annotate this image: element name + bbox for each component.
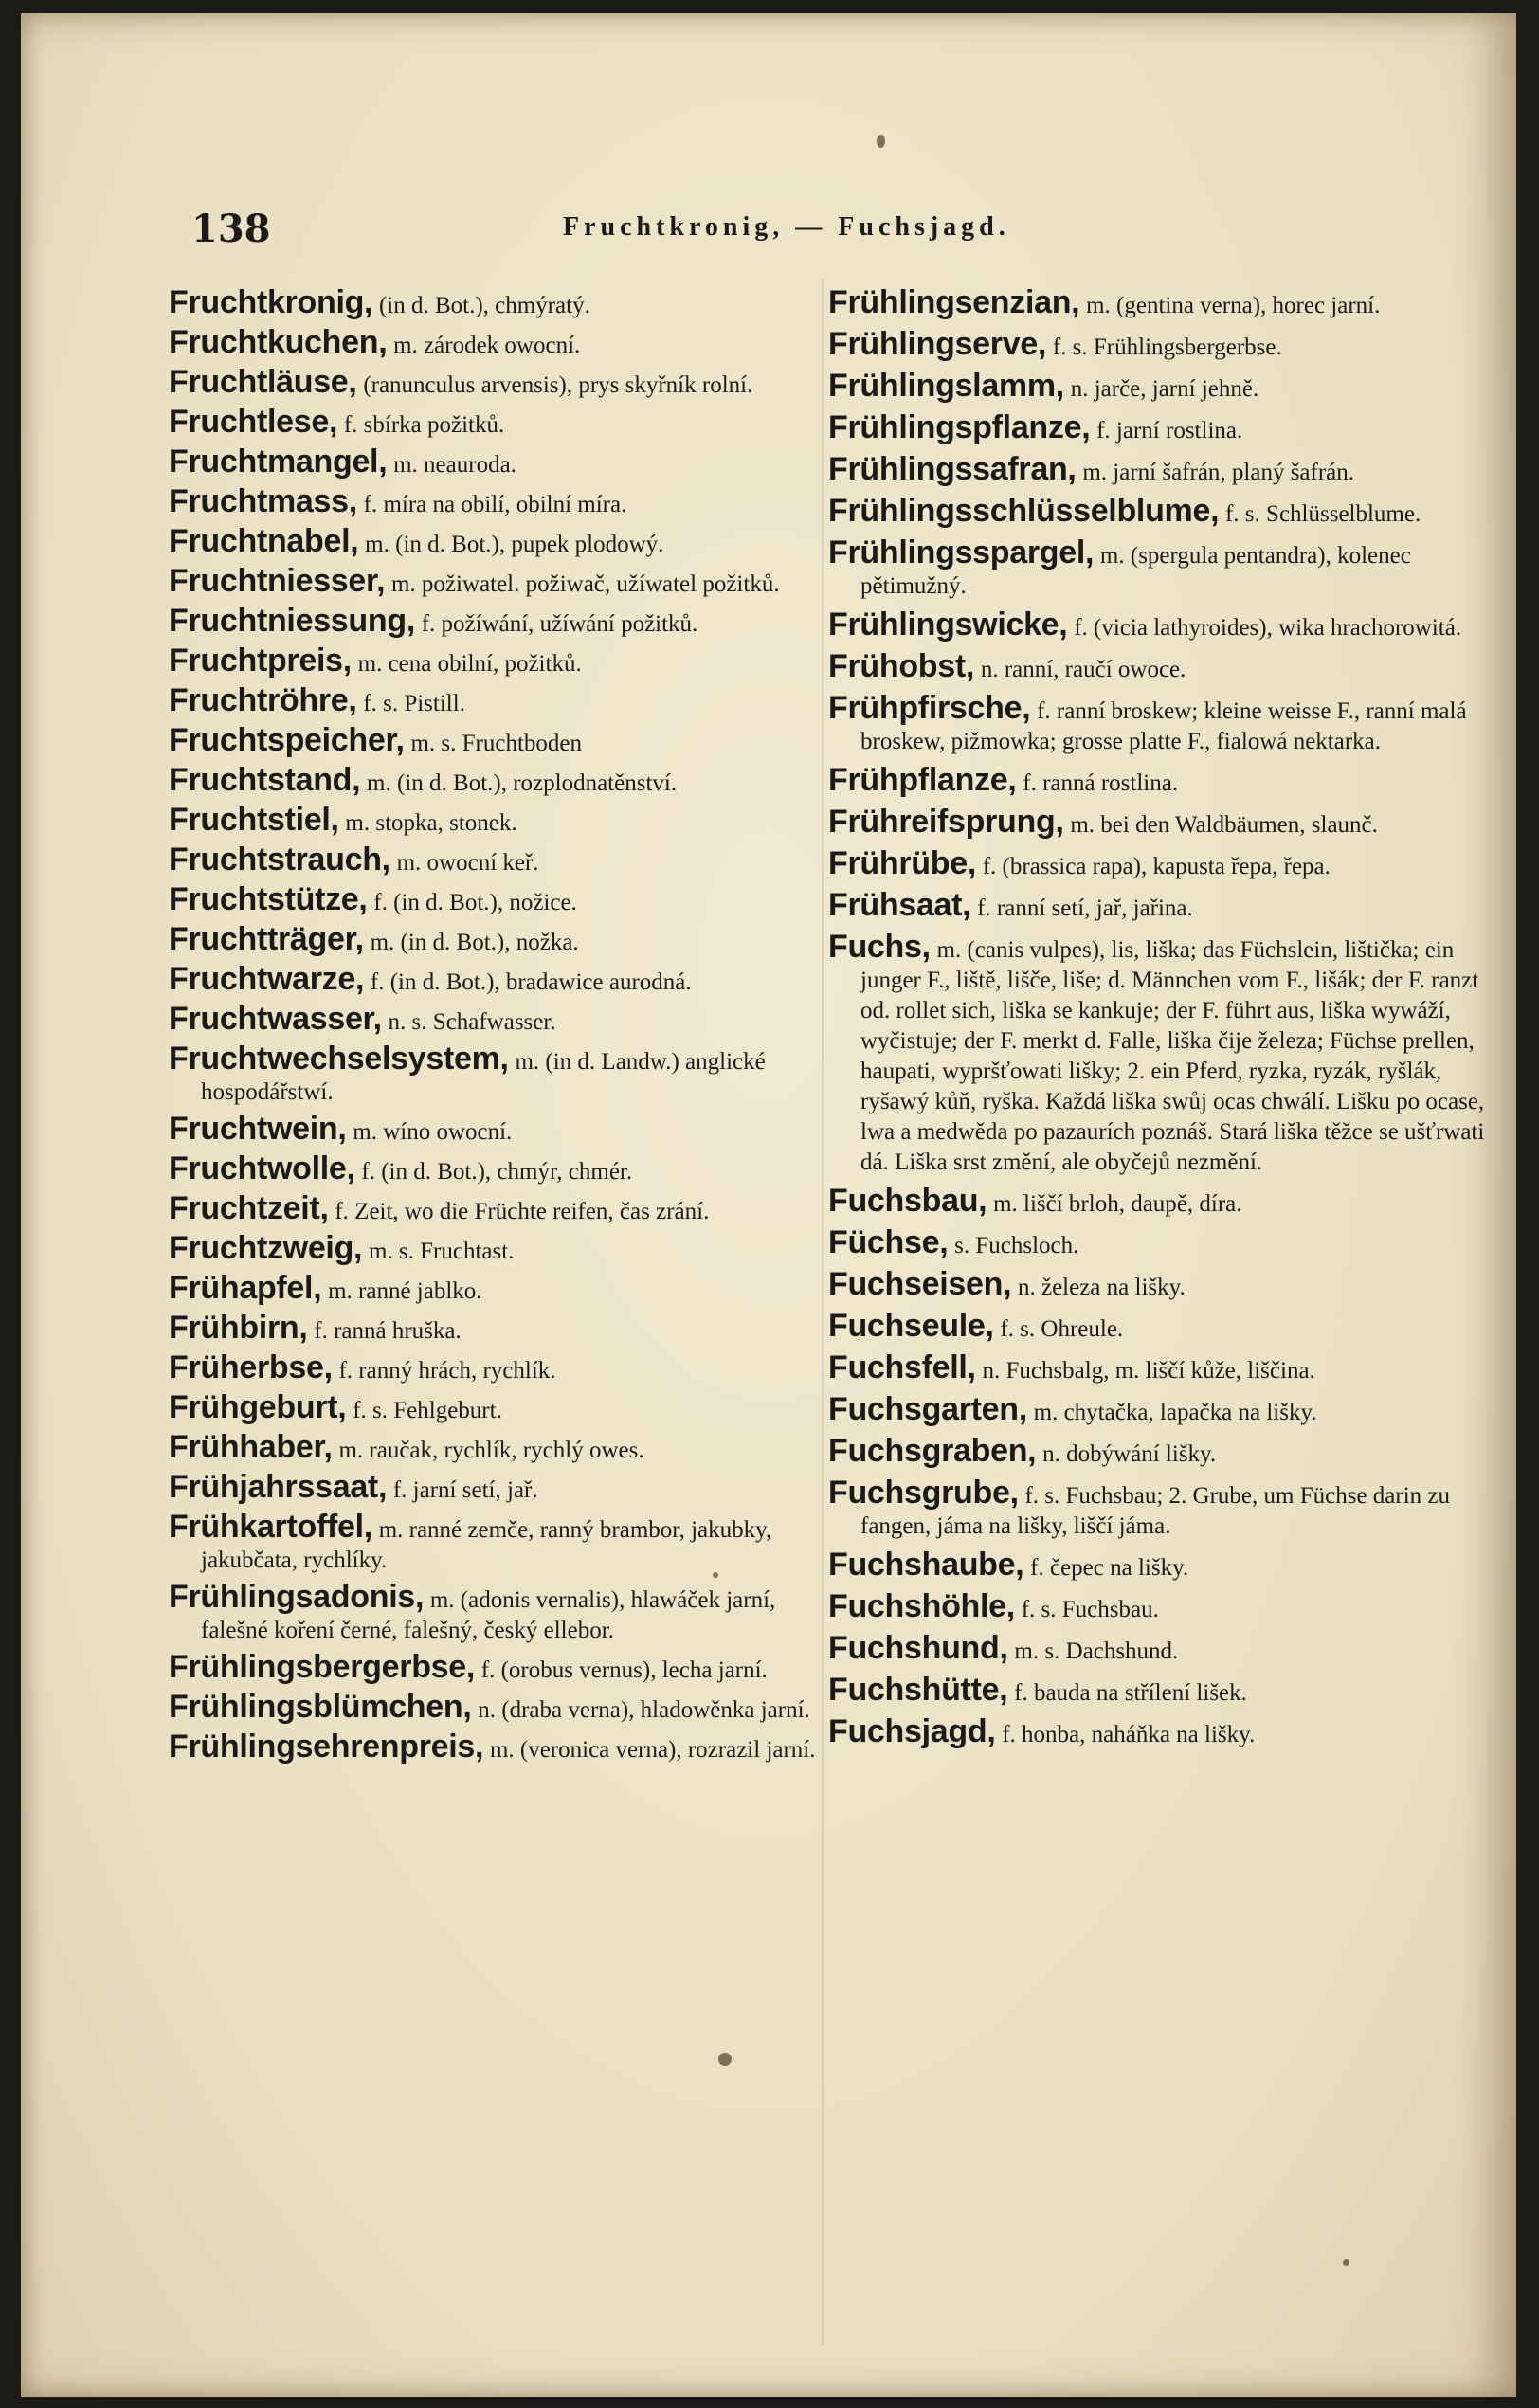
- entry-headword: Frühkartoffel,: [169, 1509, 372, 1545]
- entry-headword: Frühlingspflanze,: [828, 409, 1091, 445]
- dictionary-entry: [828, 284, 1492, 320]
- left-column: [169, 284, 832, 1772]
- entry-headword: Frühlingsenzian,: [828, 284, 1080, 320]
- dictionary-entry: [169, 1230, 832, 1266]
- entry-definition: f. (vicia lathyroides), wika hrachorowitá.: [1074, 615, 1462, 641]
- entry-headword: Fruchtstand,: [169, 762, 361, 798]
- entry-headword: Früherbse,: [169, 1349, 333, 1385]
- entry-definition: m. (gentina verna), horec jarní.: [1086, 293, 1381, 318]
- entry-headword: Fruchtniesser,: [169, 563, 386, 599]
- entry-headword: Fruchtmass,: [169, 483, 357, 519]
- entry-headword: Fruchtwarze,: [169, 961, 365, 997]
- entry-headword: Fuchsgrube,: [828, 1475, 1019, 1511]
- entry-definition: f. (in d. Bot.), bradawice aurodná.: [370, 969, 692, 995]
- entry-headword: Fruchtwolle,: [169, 1150, 355, 1186]
- dictionary-entry: [828, 804, 1492, 840]
- entry-headword: Fruchtspeicher,: [169, 722, 405, 758]
- entry-definition: m. (canis vulpes), lis, liška; das Füchslein, lištička; ein junger F., liště, lišče, liše; d. Männchen vom F., lišák; der F. ranzt od. rollet sich, liška se kankuje; der F. führt aus, liška wywáží, wyčistuje; der F. merkt d. Falle, liška čije železa; Füchse prellen, haupati, wypršťowati lišky; 2. ein Pferd, ryzka, ryzák, ryšlák, ryšawý kůň, ryška. Každá liška swůj ocas chwálí. Lišku po ocase, lwa a medwěda po pazaurích poznáš. Stará liška těžce se ušťrwati dá. Liška srst změní, ale obyčejů nezmění.: [860, 937, 1485, 1175]
- entry-definition: m. cena obilní, požitků.: [357, 651, 582, 677]
- dictionary-entry: [828, 326, 1492, 362]
- entry-headword: Fruchtstiel,: [169, 802, 339, 838]
- entry-definition: f. s. Fuchsbau; 2. Grube, um Füchse darin zu fangen, jáma na lišky, liščí jáma.: [860, 1483, 1451, 1539]
- entry-definition: n. (draba verna), hladowěnka jarní.: [478, 1697, 810, 1723]
- entry-definition: m. (in d. Bot.), rozplodnatěnství.: [367, 770, 678, 796]
- entry-definition: f. s. Pistill.: [363, 691, 465, 716]
- page-header: [172, 207, 1357, 263]
- entry-headword: Frühpflanze,: [828, 762, 1017, 798]
- entry-definition: f. s. Schlüsselblume.: [1224, 501, 1421, 527]
- entry-definition: m. neauroda.: [393, 452, 516, 478]
- dictionary-entry: [828, 1630, 1492, 1666]
- entry-definition: m. požiwatel. požiwač, užíwatel požitků.: [390, 571, 780, 597]
- dictionary-entry: [828, 451, 1492, 487]
- entry-headword: Fuchshaube,: [828, 1547, 1024, 1583]
- entry-headword: Fruchtzweig,: [169, 1230, 363, 1266]
- entry-definition: m. wíno owocní.: [353, 1119, 513, 1145]
- dictionary-entry: [169, 682, 832, 718]
- dictionary-entry: [169, 881, 832, 917]
- entry-headword: Frühlingserve,: [828, 326, 1047, 362]
- dictionary-entry: [169, 563, 832, 599]
- entry-headword: Fuchseule,: [828, 1308, 994, 1344]
- entry-definition: f. s. Frühlingsbergerbse.: [1052, 335, 1282, 360]
- entry-headword: Fruchtzeit,: [169, 1190, 329, 1226]
- dictionary-entry: [169, 1579, 832, 1645]
- entry-headword: Frühpfirsche,: [828, 690, 1031, 726]
- entry-headword: Frühlingsehrenpreis,: [169, 1729, 484, 1765]
- entry-headword: Fuchshöhle,: [828, 1588, 1015, 1624]
- dictionary-entry: [828, 1588, 1492, 1624]
- ink-dot: [1343, 2259, 1349, 2266]
- entry-headword: Frühlingswicke,: [828, 607, 1068, 643]
- entry-headword: Fuchshund,: [828, 1630, 1008, 1666]
- entry-definition: m. (in d. Bot.), pupek plodowý.: [365, 532, 664, 557]
- entry-definition: f. (brassica rapa), kapusta řepa, řepa.: [982, 854, 1331, 879]
- entry-definition: s. Fuchsloch.: [954, 1233, 1079, 1258]
- dictionary-entry: [169, 483, 832, 519]
- dictionary-entry: [169, 1429, 832, 1465]
- entry-headword: Fruchtwein,: [169, 1111, 347, 1147]
- entry-headword: Frühlingsadonis,: [169, 1579, 425, 1615]
- entry-headword: Frühsaat,: [828, 887, 971, 923]
- entry-definition: n. dobýwání lišky.: [1042, 1441, 1217, 1467]
- entry-headword: Fruchtniessung,: [169, 603, 415, 639]
- entry-definition: f. jarní rostlina.: [1096, 418, 1243, 444]
- entry-definition: m. s. Fruchtboden: [410, 731, 582, 756]
- dictionary-entry: [828, 1308, 1492, 1344]
- dictionary-entry: [169, 1001, 832, 1037]
- entry-definition: m. bei den Waldbäumen, slaunč.: [1070, 812, 1378, 838]
- entry-headword: Fruchtwasser,: [169, 1001, 382, 1037]
- entry-headword: Frühlingsbergerbse,: [169, 1649, 476, 1685]
- dictionary-entry: [828, 1349, 1492, 1385]
- dictionary-entry: [828, 1266, 1492, 1302]
- entry-headword: Fruchtkronig,: [169, 284, 373, 320]
- dictionary-entry: [828, 845, 1492, 881]
- dictionary-entry: [169, 1190, 832, 1226]
- entry-headword: Fuchsgarten,: [828, 1391, 1027, 1427]
- entry-definition: m. jarní šafrán, planý šafrán.: [1082, 460, 1355, 485]
- entry-headword: Fruchtröhre,: [169, 682, 357, 718]
- dictionary-entry: [828, 1713, 1492, 1749]
- dictionary-entry: [169, 1689, 832, 1725]
- dictionary-entry: [169, 802, 832, 838]
- entry-definition: m. (in d. Bot.), nožka.: [370, 930, 579, 955]
- dictionary-entry: [828, 1433, 1492, 1469]
- dictionary-entry: [828, 1224, 1492, 1260]
- dictionary-entry: [169, 1270, 832, 1306]
- entry-headword: Fruchtkuchen,: [169, 324, 388, 360]
- entry-headword: Fruchtpreis,: [169, 643, 352, 679]
- ink-dot: [713, 1572, 718, 1578]
- page-number: 138: [191, 207, 271, 251]
- dictionary-entry: [169, 921, 832, 957]
- entry-headword: Fruchtmangel,: [169, 444, 388, 480]
- entry-definition: n. Fuchsbalg, m. liščí kůže, liščina.: [982, 1358, 1315, 1384]
- entry-definition: m. stopka, stonek.: [345, 810, 517, 836]
- entry-definition: f. jarní setí, jař.: [392, 1477, 538, 1503]
- entry-headword: Frühhaber,: [169, 1429, 333, 1465]
- dictionary-entry: [828, 690, 1492, 756]
- entry-definition: m. ranné jablko.: [328, 1278, 482, 1304]
- entry-definition: f. (in d. Bot.), chmýr, chmér.: [361, 1159, 633, 1185]
- dictionary-entry: [828, 1391, 1492, 1427]
- entry-definition: f. s. Ohreule.: [1000, 1316, 1124, 1342]
- dictionary-entry: [828, 493, 1492, 529]
- dictionary-entry: [169, 961, 832, 997]
- entry-definition: m. s. Fruchtast.: [368, 1239, 515, 1264]
- entry-headword: Fruchtstrauch,: [169, 842, 390, 878]
- dictionary-entry: [169, 444, 832, 480]
- entry-headword: Frühlingsschlüsselblume,: [828, 493, 1220, 529]
- dictionary-entry: [169, 1041, 832, 1107]
- dictionary-entry: [828, 409, 1492, 445]
- right-column: [828, 284, 1492, 1759]
- entry-headword: Füchse,: [828, 1224, 949, 1260]
- dictionary-entry: [828, 887, 1492, 923]
- entry-headword: Frühjahrssaat,: [169, 1469, 388, 1505]
- dictionary-entry: [828, 1547, 1492, 1583]
- entry-headword: Fruchtnabel,: [169, 523, 359, 559]
- entry-definition: f. míra na obilí, obilní míra.: [363, 492, 627, 517]
- dictionary-entry: [828, 534, 1492, 601]
- dictionary-entry: [828, 1183, 1492, 1219]
- entry-definition: m. owocní keř.: [396, 850, 539, 876]
- dictionary-entry: [169, 1649, 832, 1685]
- entry-definition: f. bauda na střílení lišek.: [1014, 1680, 1247, 1706]
- entry-definition: f. ranný hrách, rychlík.: [338, 1358, 556, 1384]
- entry-definition: f. Zeit, wo die Früchte reifen, čas zrání.: [335, 1199, 710, 1224]
- entry-definition: n. ranní, raučí owoce.: [980, 657, 1186, 682]
- entry-definition: n. jarče, jarní jehně.: [1070, 376, 1259, 402]
- dictionary-entry: [828, 1475, 1492, 1541]
- dictionary-entry: [169, 324, 832, 360]
- entry-definition: n. železa na lišky.: [1017, 1275, 1186, 1300]
- dictionary-entry: [169, 1389, 832, 1425]
- dictionary-entry: [169, 364, 832, 400]
- entry-headword: Frühobst,: [828, 648, 975, 684]
- entry-definition: f. (orobus vernus), lecha jarní.: [480, 1657, 768, 1683]
- entry-definition: m. (veronica verna), rozrazil jarní.: [489, 1737, 816, 1763]
- dictionary-entry: [169, 1469, 832, 1505]
- entry-definition: f. ranní broskew; kleine weisse F., ranní malá broskew, pižmowka; grosse platte F., fialowá nektarka.: [860, 698, 1467, 754]
- dictionary-entry: [169, 523, 832, 559]
- entry-definition: f. ranná hruška.: [314, 1318, 462, 1344]
- entry-headword: Frühlingsspargel,: [828, 534, 1095, 570]
- entry-headword: Fruchtwechselsystem,: [169, 1041, 509, 1077]
- entry-headword: Fuchshütte,: [828, 1672, 1008, 1708]
- dictionary-entry: [169, 1509, 832, 1575]
- entry-headword: Fuchs,: [828, 929, 931, 965]
- entry-definition: f. požíwání, užíwání požitků.: [421, 611, 698, 637]
- dictionary-entry: [169, 722, 832, 758]
- dictionary-entry: [169, 284, 832, 320]
- entry-headword: Fuchsfell,: [828, 1349, 976, 1385]
- dictionary-entry: [828, 1672, 1492, 1708]
- dictionary-entry: [828, 929, 1492, 1177]
- entry-headword: Frührübe,: [828, 845, 976, 881]
- entry-headword: Fruchtträger,: [169, 921, 364, 957]
- entry-headword: Frühapfel,: [169, 1270, 322, 1306]
- dictionary-entry: [169, 1349, 832, 1385]
- dictionary-entry: [169, 1310, 832, 1346]
- dictionary-entry: [169, 1729, 832, 1765]
- entry-definition: m. (spergula pentandra), kolenec pětimužný.: [860, 543, 1411, 599]
- entry-definition: m. chytačka, lapačka na lišky.: [1033, 1400, 1317, 1425]
- entry-definition: f. čepec na lišky.: [1030, 1555, 1189, 1581]
- entry-headword: Fuchsjagd,: [828, 1713, 996, 1749]
- entry-definition: f. sbírka požitků.: [343, 412, 505, 438]
- entry-definition: (in d. Bot.), chmýratý.: [378, 293, 590, 318]
- entry-definition: m. ranné zemče, ranný brambor, jakubky, jakubčata, rychlíky.: [201, 1517, 772, 1573]
- dictionary-entry: [169, 762, 832, 798]
- entry-definition: m. s. Dachshund.: [1014, 1639, 1179, 1664]
- entry-headword: Fruchtlese,: [169, 404, 338, 440]
- entry-definition: f. (in d. Bot.), nožice.: [373, 890, 577, 915]
- entry-headword: Fuchsgraben,: [828, 1433, 1037, 1469]
- dictionary-entry: [169, 643, 832, 679]
- entry-definition: f. honba, naháňka na lišky.: [1002, 1722, 1256, 1747]
- entry-definition: m. (in d. Landw.) anglické hospodářstwí.: [201, 1049, 766, 1105]
- entry-definition: f. s. Fehlgeburt.: [353, 1398, 502, 1423]
- ink-dot: [877, 135, 885, 148]
- running-head: Fruchtkronig, — Fuchsjagd.: [563, 212, 1010, 242]
- entry-definition: m. liščí brloh, daupě, díra.: [993, 1191, 1242, 1217]
- entry-definition: m. zárodek owocní.: [393, 333, 581, 358]
- entry-definition: (ranunculus arvensis), prys skyřník rolní.: [363, 372, 753, 398]
- ink-dot: [718, 2053, 732, 2066]
- dictionary-entry: [169, 842, 832, 878]
- entry-definition: n. s. Schafwasser.: [388, 1009, 556, 1035]
- dictionary-entry: [169, 1111, 832, 1147]
- entry-definition: f. s. Fuchsbau.: [1021, 1597, 1159, 1622]
- entry-headword: Frühlingsblümchen,: [169, 1689, 472, 1725]
- dictionary-entry: [828, 368, 1492, 404]
- dictionary-page: [21, 13, 1516, 2397]
- entry-definition: f. ranní setí, jař, jařina.: [977, 896, 1193, 921]
- entry-headword: Fuchsbau,: [828, 1183, 987, 1219]
- entry-headword: Frühgeburt,: [169, 1389, 347, 1425]
- dictionary-entry: [828, 762, 1492, 798]
- entry-definition: f. ranná rostlina.: [1023, 770, 1179, 796]
- entry-headword: Frühreifsprung,: [828, 804, 1064, 840]
- entry-headword: Fruchtstütze,: [169, 881, 368, 917]
- dictionary-entry: [169, 1150, 832, 1186]
- entry-headword: Frühbirn,: [169, 1310, 308, 1346]
- entry-headword: Frühlingssafran,: [828, 451, 1077, 487]
- dictionary-entry: [169, 404, 832, 440]
- entry-headword: Frühlingslamm,: [828, 368, 1064, 404]
- dictionary-entry: [828, 607, 1492, 643]
- dictionary-entry: [828, 648, 1492, 684]
- entry-headword: Fuchseisen,: [828, 1266, 1012, 1302]
- entry-definition: m. raučak, rychlík, rychlý owes.: [338, 1438, 644, 1463]
- entry-headword: Fruchtläuse,: [169, 364, 357, 400]
- entry-definition: m. (adonis vernalis), hlawáček jarní, falešné koření černé, falešný, český ellebor.: [201, 1587, 776, 1643]
- dictionary-entry: [169, 603, 832, 639]
